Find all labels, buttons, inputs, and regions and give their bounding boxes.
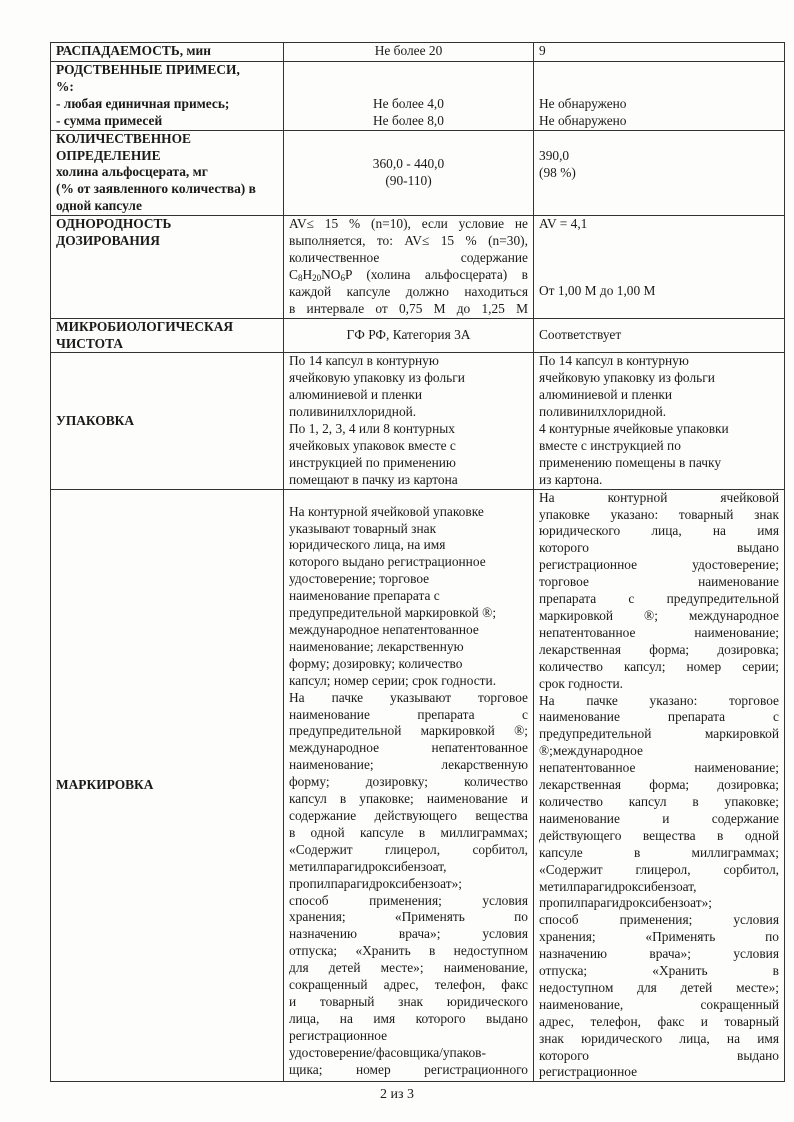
text-line: (90-110) [385, 172, 432, 188]
text-line: помещают в пачку из картона [289, 471, 458, 487]
text-line: наименование, сокращенный [539, 996, 779, 1012]
text-line: КОЛИЧЕСТВЕННОЕ [56, 130, 191, 146]
text-line: из картона. [539, 471, 603, 487]
text-line: сокращенный адрес, телефон, факс [289, 977, 528, 993]
text-line: количество капсул в упаковке; [539, 793, 779, 809]
text-line: «Содержит глицерол, сорбитол, [289, 841, 528, 857]
text-line: Не обнаружено [539, 112, 627, 128]
text-line: международное непатентованное [289, 622, 479, 637]
result-cell: 9 [534, 43, 785, 62]
text-line: AV≤ 15 % (n=10), если условие не [289, 216, 528, 232]
text-line: По 14 капсул в контурную [289, 353, 439, 369]
text-line: международное непатентованное [289, 740, 528, 756]
text-line: метилпарагидроксибензоат, [539, 878, 697, 894]
text-line: форму; дозировку; количество [289, 774, 528, 790]
text-line: способ применения; условия [289, 892, 528, 908]
text-line: наименование препарата с [539, 709, 779, 725]
text-line: предупредительной маркировкой ®; [289, 723, 528, 739]
text-line: торговое наименование [539, 574, 779, 590]
text-line: хранения; «Применять по [289, 909, 528, 925]
norm-cell [284, 353, 534, 489]
text-line: алюминиевой и пленки [539, 387, 673, 403]
param-cell: УПАКОВКА [51, 353, 284, 489]
text-line: регистрационное [539, 1064, 638, 1080]
text-line: По 1, 2, 3, 4 или 8 контурных [289, 421, 455, 437]
text-line: регистрационное удостоверение; [539, 557, 779, 573]
text-line: препарата с предупредительной [539, 591, 779, 607]
text-line: ЧИСТОТА [56, 335, 124, 351]
param-cell: РАСПАДАЕМОСТЬ, мин [51, 43, 284, 62]
row-assay [51, 130, 785, 216]
text-line: форму; дозировку; количество [289, 655, 463, 671]
specification-table [50, 42, 785, 1082]
text-line: хранения; «Применять по [539, 929, 779, 945]
text-line: холина альфосцерата, мг [56, 164, 208, 180]
text-line: По 14 капсул в контурную [539, 353, 689, 369]
norm-cell [284, 489, 534, 1082]
text-line: в интервале от 0,75 М до 1,25 М [289, 300, 528, 316]
text-line: (% от заявленного количества) в [56, 181, 256, 197]
result-cell [534, 62, 785, 131]
text-line: указывают товарный знак [289, 520, 437, 536]
text-line: метилпарагидроксибензоат, [289, 858, 447, 874]
text-line: алюминиевой и пленки [289, 387, 423, 403]
result-range: От 1,00 М до 1,00 М [539, 283, 656, 299]
result-cell [534, 130, 785, 216]
text-line: РОДСТВЕННЫЕ ПРИМЕСИ, [56, 62, 240, 77]
text-line: количественное содержание [289, 249, 528, 265]
text-line: выполняется, то: AV≤ 15 % (n=30), [289, 233, 528, 249]
text-line: способ применения; условия [539, 912, 779, 928]
text-line: 4 контурные ячейковые упаковки [539, 421, 729, 437]
text-line: 360,0 - 440,0 [372, 155, 445, 171]
text-line: которого выдано [539, 540, 779, 556]
text-line: капсул; номер серии; срок годности. [289, 672, 497, 688]
text-line: Не обнаружено [539, 95, 627, 111]
text-line: отпуска; «Хранить в [539, 963, 779, 979]
text-line: адрес, телефон, факс и товарный [539, 1013, 779, 1029]
text-line: юридического лица, на имя [539, 523, 779, 539]
text-line: (98 %) [539, 164, 576, 180]
text-line: инструкцией по применению [289, 454, 456, 470]
param-cell [51, 62, 284, 131]
text-line: действующего вещества в одной [539, 827, 779, 843]
text-line: лекарственная форма; дозировка; [539, 641, 779, 657]
text-line: наименование; лекарственную [289, 638, 464, 654]
norm-cell [284, 62, 534, 131]
text-line: ячейковую упаковку из фольги [289, 370, 465, 386]
text-line: ®;международное [539, 743, 643, 759]
text-line: удостоверение/фасовщика/упаков- [289, 1044, 486, 1060]
row-disintegration [51, 43, 785, 62]
param-cell: МАРКИРОВКА [51, 489, 284, 1082]
text-line: МИКРОБИОЛОГИЧЕСКАЯ [56, 318, 234, 334]
text-line: назначению врача»; условия [539, 946, 779, 962]
text-line: регистрационное [289, 1027, 388, 1043]
param-cell [51, 216, 284, 318]
text-line: количество капсул; номер серии; [539, 658, 779, 674]
text-line: ячейковую упаковку из фольги [539, 370, 715, 386]
text-line: На контурной ячейковой [539, 489, 779, 505]
text-line: щика; номер регистрационного [289, 1061, 528, 1077]
row-uniformity [51, 216, 785, 318]
text-line: недоступном для детей месте»; [539, 979, 779, 995]
text-line: и товарный знак юридического [289, 993, 528, 1009]
text-line: предупредительной маркировкой ®; [289, 605, 497, 621]
text-line: наименование и содержание [539, 810, 779, 826]
norm-cell [284, 130, 534, 216]
text-line: срок годности. [539, 675, 623, 691]
text-line: лица, на имя которого выдано [289, 1010, 528, 1026]
text-line: предупредительной маркировкой [539, 726, 779, 742]
text-line: ДОЗИРОВАНИЯ [56, 233, 160, 249]
result-cell: Соответствует [534, 318, 785, 353]
text-line: упаковке указано: товарный знак [539, 506, 779, 522]
text-line: которого выдано [539, 1047, 779, 1063]
text-line: удостоверение; торговое [289, 571, 430, 587]
result-cell [534, 489, 785, 1082]
text-line: вместе с инструкцией по [539, 437, 681, 453]
text-line: На пачке указано: торговое [539, 692, 779, 708]
row-impurities [51, 62, 785, 131]
row-marking [51, 489, 785, 1082]
text-line: поливинилхлоридной. [539, 404, 667, 420]
norm-lines [289, 216, 528, 267]
text-line: ОПРЕДЕЛЕНИЕ [56, 147, 161, 163]
text-line: пропилпарагидроксибензоат»; [539, 895, 712, 911]
norm-cell: Не более 20 [284, 43, 534, 62]
row-microbiological [51, 318, 785, 353]
text-line: в одной капсуле в миллиграммах; [289, 824, 528, 840]
result-av: AV = 4,1 [539, 216, 588, 232]
norm-cell: ГФ РФ, Категория 3А [284, 318, 534, 353]
formula-line: $C_8H_{20}NO_6P$ (холина альфосцерата) в [289, 266, 528, 283]
text-line: поливинилхлоридной. [289, 404, 417, 420]
text-line: наименование препарата с [289, 706, 528, 722]
text-line: - любая единичная примесь; [56, 95, 230, 111]
text-line: применению помещены в пачку [539, 454, 722, 470]
text-line: отпуска; «Хранить в недоступном [289, 943, 528, 959]
text-line: ячейковых упаковок вместе с [289, 437, 456, 453]
text-line: На контурной ячейковой упаковке [289, 503, 484, 519]
text-line: «Содержит глицерол, сорбитол, [539, 861, 779, 877]
text-line: ОДНОРОДНОСТЬ [56, 216, 172, 232]
text-line: одной капсуле [56, 198, 142, 214]
text-line: знак юридического лица, на имя [539, 1030, 779, 1046]
text-line: Не более 8,0 [373, 112, 444, 128]
text-line: капсуле в миллиграммах; [539, 844, 779, 860]
norm-lines-after [289, 284, 528, 318]
text-line: содержание действующего вещества [289, 807, 528, 823]
text-line: маркировкой ®; международное [539, 608, 779, 623]
row-packaging [51, 353, 785, 489]
result-cell [534, 353, 785, 489]
text-line: каждой капсуле должно находиться [289, 283, 528, 299]
text-line: - сумма примесей [56, 112, 163, 128]
param-cell [51, 318, 284, 353]
text-line: На пачке указывают торговое [289, 689, 528, 705]
page-number: 2 из 3 [379, 1087, 415, 1102]
text-line: лекарственная форма; дозировка; [539, 777, 779, 793]
text-line: наименование препарата с [289, 588, 440, 604]
text-line: назначению врача»; условия [289, 926, 528, 942]
text-line: 390,0 [539, 147, 570, 163]
text-line: которого выдано регистрационное [289, 554, 486, 570]
norm-cell [284, 216, 534, 318]
text-line: %: [56, 78, 74, 94]
param-cell [51, 130, 284, 216]
text-line: юридического лица, на имя [289, 537, 446, 553]
text-line: капсул в упаковке; наименование и [289, 791, 528, 807]
text-line: Не более 4,0 [373, 95, 444, 111]
text-line: непатентованное наименование; [539, 760, 779, 776]
result-cell [534, 216, 785, 318]
text-line: пропилпарагидроксибензоат»; [289, 875, 462, 891]
text-line: наименование; лекарственную [289, 757, 528, 773]
text-line: непатентованное наименование; [539, 624, 779, 640]
text-line: для детей месте»; наименование, [289, 960, 528, 976]
